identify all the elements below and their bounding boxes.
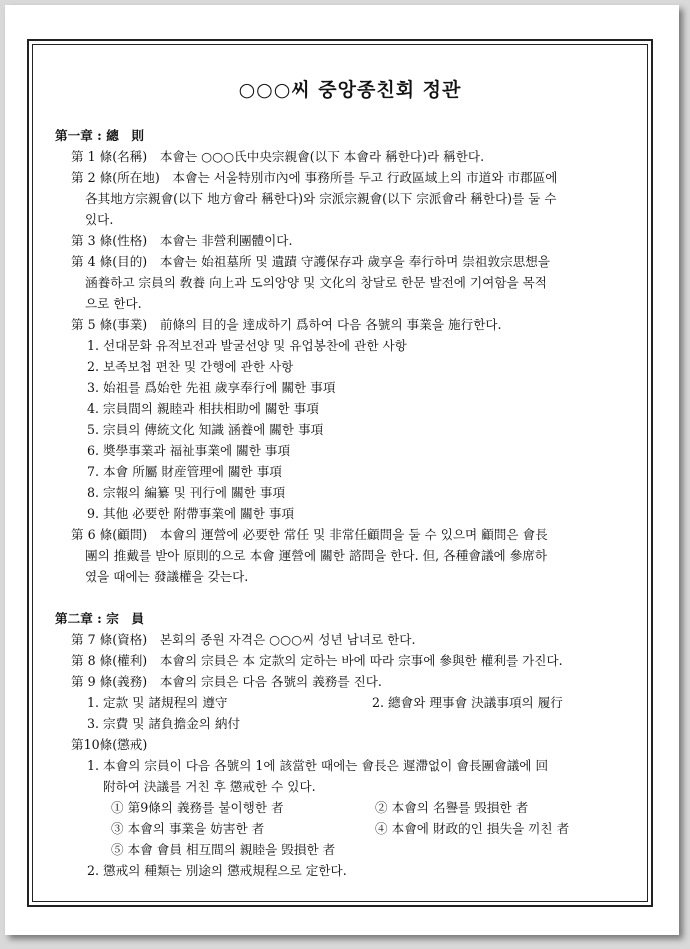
- article-1: 第 1 條(名稱) 本會는 ○○○氏中央宗親會(以下 本會라 稱한다)라 稱한다.: [71, 149, 485, 164]
- list-item: 3. 宗費 및 諸負擔金의 納付: [87, 716, 241, 731]
- sub-item: ③ 本會의 事業을 妨害한 者: [111, 821, 265, 836]
- article-2-cont: 各其地方宗親會(以下 地方會라 稱한다)와 宗派宗親會(以下 宗派會라 稱한다)를 둘 수: [85, 191, 557, 206]
- sub-items-row: [55, 797, 645, 818]
- article-4-cont: 涵養하고 宗員의 敎養 向上과 도의앙양 및 文化의 창달로 한문 발전에 기여함을 목적: [85, 275, 547, 290]
- list-item: 7. 本會 所屬 財産管理에 關한 事項: [87, 464, 282, 479]
- article-6-cont: 였을 때에는 發議權을 갖는다.: [85, 569, 249, 584]
- sub-item: ④ 本會에 財政的인 損失을 끼친 者: [375, 821, 570, 836]
- article-5: 第 5 條(事業) 前條의 目的을 達成하기 爲하여 다음 各號의 事業을 施行한다.: [71, 317, 502, 332]
- list-item: 8. 宗報의 編纂 및 刊行에 關한 事項: [87, 485, 286, 500]
- article-2: 第 2 條(所在地) 本會는 서울特別市內에 事務所를 두고 行政區域上의 市道와 市郡區에: [71, 170, 558, 185]
- list-item: 6. 奬學事業과 福祉事業에 關한 事項: [87, 443, 291, 458]
- document-title: ○○○씨 중앙종친회 정관: [238, 79, 462, 101]
- article-6: 第 6 條(顧問) 本會의 運營에 必要한 常任 및 非常任顧問을 둘 수 있으며 顧問은 會長: [71, 527, 548, 542]
- article-6-cont: 團의 推戴를 받아 原則的으로 本會 運營에 關한 諮問을 한다. 但, 各種會議에 參席하: [85, 548, 548, 563]
- list-item: 3. 始祖를 爲始한 先祖 歲享奉行에 關한 事項: [87, 380, 336, 395]
- list-item: 9. 其他 必要한 附帶事業에 關한 事項: [87, 506, 295, 521]
- list-item: 4. 宗員間의 親睦과 相扶相助에 關한 事項: [87, 401, 319, 416]
- list-item: 2. 懲戒의 種類는 別途의 懲戒規程으로 定한다.: [87, 863, 347, 878]
- article-2-cont: 있다.: [85, 212, 114, 227]
- sub-item: ① 第9條의 義務를 불이행한 者: [111, 800, 284, 815]
- article-8: 第 8 條(權利) 本會의 宗員은 本 定款의 定하는 바에 따라 宗事에 參與한 權利를 가진다.: [71, 653, 563, 668]
- section-spacer: [55, 587, 645, 608]
- article-4: 第 4 條(目的) 本會는 始祖墓所 및 遺蹟 守護保存과 歲享을 奉行하며 崇祖敦宗思想을: [71, 254, 551, 269]
- sub-item: ⑤ 本會 會員 相互間의 親睦을 毁損한 者: [111, 842, 336, 857]
- list-item: 1. 本會의 宗員이 다음 各號의 1에 該當한 때에는 會長은 遲滯없이 會長團會議에 回: [87, 758, 549, 773]
- list-item: 2. 總會와 理事會 決議事項의 履行: [372, 695, 563, 710]
- article-7: 第 7 條(資格) 본회의 종원 자격은 ○○○씨 성년 남녀로 한다.: [71, 632, 416, 647]
- article-4-cont: 으로 한다.: [85, 296, 142, 311]
- sub-item: ② 本會의 名譽를 毁損한 者: [375, 800, 529, 815]
- chapter-1-heading: 第一章 : 總 則: [55, 128, 144, 143]
- list-item: 2. 보족보첩 편찬 및 간행에 관한 사항: [87, 359, 294, 374]
- list-item: 1. 선대문화 유적보전과 발굴선양 및 유업봉찬에 관한 사항: [87, 338, 407, 353]
- article-9-items-row: [55, 692, 645, 713]
- document-page: [5, 5, 679, 935]
- sub-items-row: [55, 818, 645, 839]
- document-body: [55, 77, 645, 881]
- list-item: 1. 定款 및 諸規程의 遵守: [87, 695, 228, 710]
- article-9: 第 9 條(義務) 本會의 宗員은 다음 各號의 義務를 진다.: [71, 674, 382, 689]
- list-item: 5. 宗員의 傳統文化 知識 涵養에 關한 事項: [87, 422, 324, 437]
- chapter-2-heading: 第二章 : 宗 員: [55, 611, 144, 626]
- article-3: 第 3 條(性格) 本會는 非營利團體이다.: [71, 233, 293, 248]
- article-10: 第10條(懲戒): [71, 737, 148, 752]
- list-item-cont: 附하여 決議를 거친 후 懲戒한 수 있다.: [103, 779, 316, 794]
